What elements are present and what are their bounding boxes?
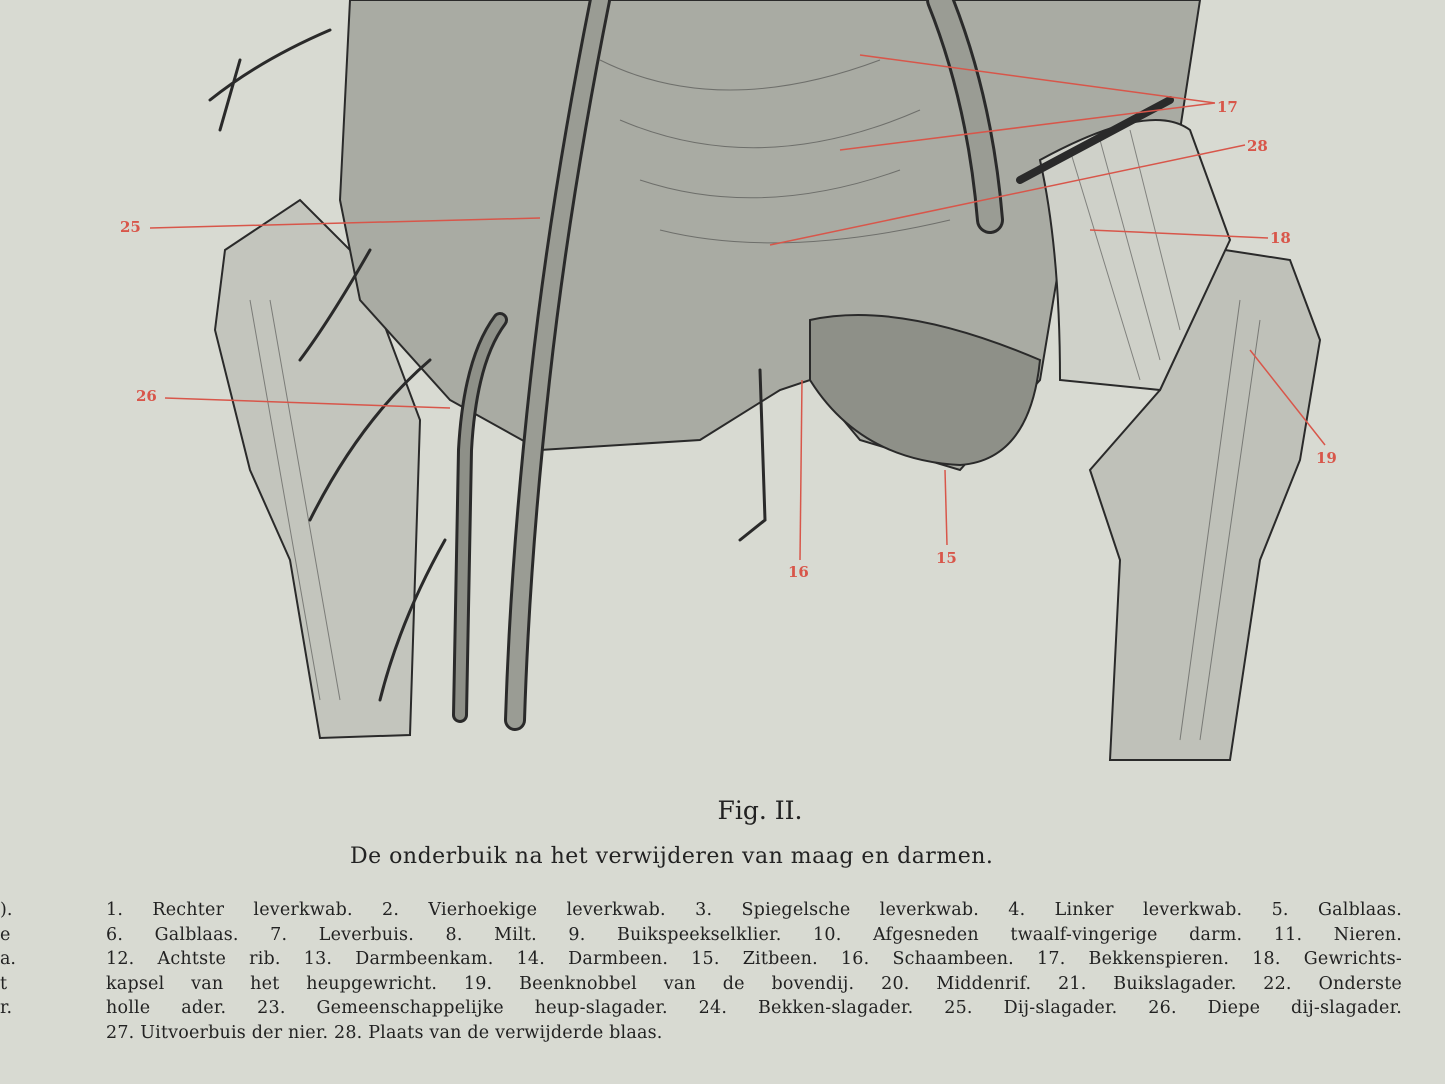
edge-fragment: e <box>0 924 11 945</box>
label-26: 26 <box>136 387 157 405</box>
edge-fragment: t <box>0 973 8 994</box>
label-17: 17 <box>1217 98 1238 116</box>
left-edge-fragments <box>0 898 16 1021</box>
label-15: 15 <box>936 549 957 567</box>
figure-legend <box>106 898 1402 1045</box>
label-18: 18 <box>1270 229 1291 247</box>
legend-line: holle ader. 23. Gemeenschappelijke heup-slagader. 24. Bekken-slagader. 25. Dij-slagader. 26. Diepe dij-slagader. <box>106 998 1402 1018</box>
legend-line: 27. Uitvoerbuis der nier. 28. Plaats van de verwijderde blaas. <box>106 1022 663 1043</box>
label-16: 16 <box>788 563 809 581</box>
legend-line: kapsel van het heupgewricht. 19. Beenknobbel van de bovendij. 20. Middenrif. 21. Buikslagader. 22. Onderste <box>106 973 1402 994</box>
figure-number: Fig. II. <box>717 796 803 825</box>
legend-line: 12. Achtste rib. 13. Darmbeenkam. 14. Darmbeen. 15. Zitbeen. 16. Schaambeen. 17. Bekkenspieren. 18. Gewrichts- <box>106 949 1402 969</box>
figure-caption: De onderbuik na het verwijderen van maag en darmen. <box>350 844 994 869</box>
legend-line: 1. Rechter leverkwab. 2. Vierhoekige leverkwab. 3. Spiegelsche leverkwab. 4. Linker leverkwab. 5. Galblaas. <box>106 900 1402 920</box>
label-28: 28 <box>1247 137 1268 155</box>
edge-fragment: r. <box>0 998 13 1018</box>
label-25: 25 <box>120 218 141 236</box>
edge-fragment: a. <box>0 949 16 969</box>
label-19: 19 <box>1316 449 1337 467</box>
edge-fragment: ). <box>0 900 13 920</box>
legend-line: 6. Galblaas. 7. Leverbuis. 8. Milt. 9. Buikspeekselklier. 10. Afgesneden twaalf-vingerige darm. 11. Nieren. <box>106 924 1402 945</box>
